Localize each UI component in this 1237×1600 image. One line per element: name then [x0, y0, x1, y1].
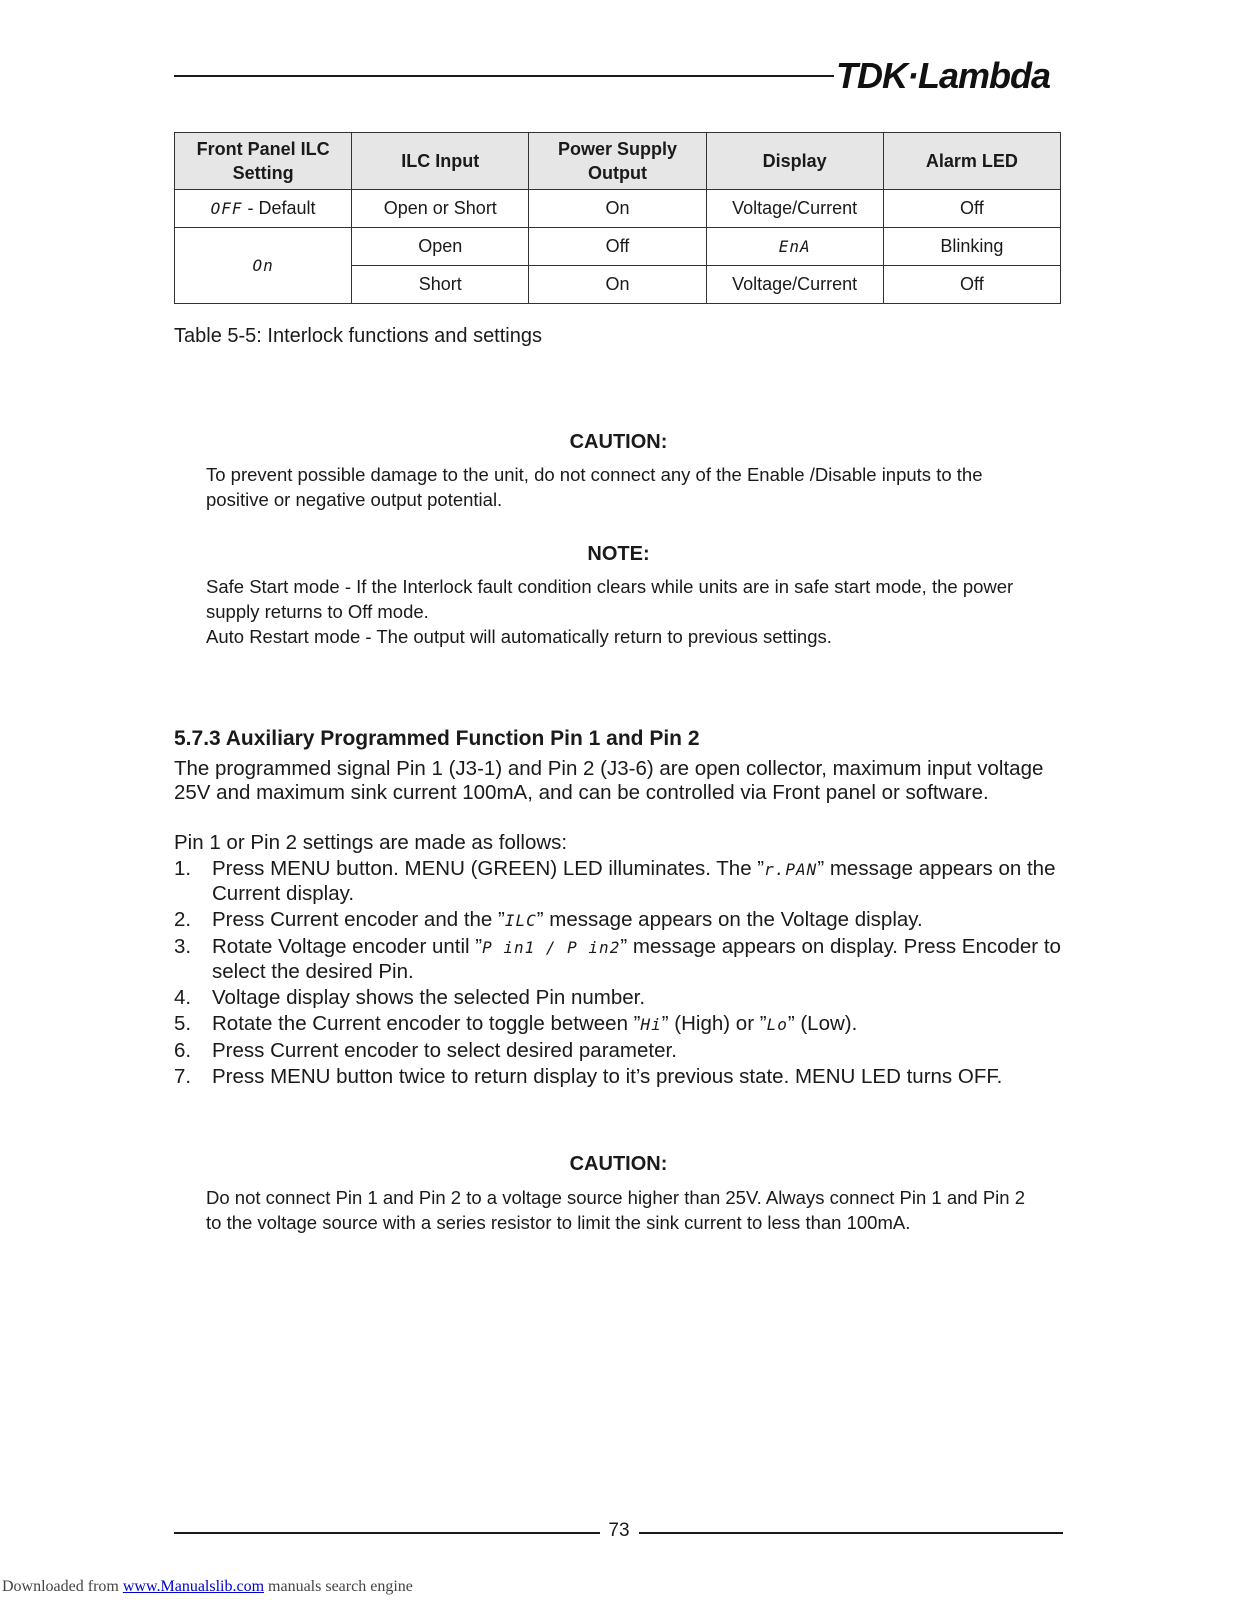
- table-row: [175, 228, 1061, 266]
- caution-body: [206, 1185, 1066, 1235]
- step-number: 7.: [174, 1065, 192, 1088]
- segment-code: Lo: [766, 1015, 788, 1034]
- table-cell: [175, 228, 352, 304]
- section-title: 5.7.3 Auxiliary Programmed Function Pin 1 and Pin 2: [174, 727, 700, 750]
- column-header: ILC Input: [352, 133, 529, 190]
- step-number: 4.: [174, 986, 192, 1009]
- page-number: 73: [608, 1520, 630, 1541]
- footer-rule: [174, 1532, 600, 1534]
- step-text: Press MENU button. MENU (GREEN) LED illuminates. The ”: [212, 857, 765, 880]
- note-line: Auto Restart mode - The output will automatically return to previous settings.: [206, 626, 832, 647]
- caution-heading: CAUTION:: [569, 431, 668, 453]
- note-heading: NOTE:: [587, 543, 650, 565]
- download-notice: [2, 1578, 413, 1596]
- step-text: Press Current encoder and the ”: [212, 908, 505, 931]
- column-header: Front Panel ILC Setting: [175, 133, 352, 190]
- list-item: [174, 857, 1074, 906]
- table-cell: Off: [883, 190, 1060, 228]
- step-number: 2.: [174, 908, 192, 931]
- list-item: [174, 1039, 1074, 1063]
- step-text: ” message appears on the Voltage display.: [536, 908, 923, 931]
- segment-code: On: [252, 256, 274, 275]
- column-header: Display: [706, 133, 883, 190]
- caution-line: To prevent possible damage to the unit, do not connect any of the Enable /Disable inputs to the: [206, 464, 983, 485]
- step-text: Current display.: [212, 882, 355, 905]
- download-suffix: manuals search engine: [264, 1578, 413, 1595]
- caution-line: Do not connect Pin 1 and Pin 2 to a voltage source higher than 25V. Always connect Pin 1 and Pin 2: [206, 1187, 1026, 1208]
- column-header: Power Supply Output: [529, 133, 706, 190]
- step-number: 5.: [174, 1012, 192, 1035]
- step-text: Press MENU button twice to return display to it’s previous state. MENU LED turns OFF.: [212, 1065, 1003, 1088]
- step-text: ” (High) or ”: [661, 1012, 767, 1035]
- step-text: Press Current encoder to select desired parameter.: [212, 1039, 677, 1062]
- list-item: [174, 986, 1074, 1010]
- caution-line: positive or negative output potential.: [206, 489, 503, 510]
- table-cell: On: [529, 266, 706, 304]
- table-cell: On: [529, 190, 706, 228]
- table-cell: Open: [352, 228, 529, 266]
- segment-code: ILC: [504, 911, 537, 930]
- step-text: Voltage display shows the selected Pin number.: [212, 986, 646, 1009]
- segment-code: P in1 / P in2: [482, 938, 621, 957]
- table-cell: Open or Short: [352, 190, 529, 228]
- list-item: [174, 1065, 1074, 1089]
- table-cell: [175, 190, 352, 228]
- segment-code: EnA: [778, 237, 811, 256]
- table-cell: Voltage/Current: [706, 190, 883, 228]
- footer-rule: [639, 1532, 1063, 1534]
- caution-line: to the voltage source with a series resistor to limit the sink current to less than 100mA.: [206, 1212, 911, 1233]
- segment-code: Hi: [640, 1015, 662, 1034]
- paragraph-line: The programmed signal Pin 1 (J3-1) and Pin 2 (J3-6) are open collector, maximum input voltage: [174, 757, 1044, 780]
- table-cell: Blinking: [883, 228, 1060, 266]
- steps-intro: Pin 1 or Pin 2 settings are made as follows:: [174, 831, 568, 854]
- paragraph-line: 25V and maximum sink current 100mA, and can be controlled via Front panel or software.: [174, 781, 989, 804]
- caution-heading: CAUTION:: [569, 1153, 668, 1175]
- table-cell: Off: [529, 228, 706, 266]
- step-text: ” message appears on display. Press Encoder to: [620, 935, 1061, 958]
- list-item: [174, 1012, 1074, 1037]
- table-cell: [706, 228, 883, 266]
- column-header: Alarm LED: [883, 133, 1060, 190]
- step-number: 3.: [174, 935, 192, 958]
- brand-logo: TDK·Lambda: [836, 55, 1050, 96]
- table-cell: Short: [352, 266, 529, 304]
- step-number: 1.: [174, 857, 192, 880]
- cell-text: - Default: [242, 198, 316, 218]
- table-row: [175, 190, 1061, 228]
- section-paragraph: [174, 757, 1074, 805]
- segment-code: OFF: [210, 199, 243, 218]
- step-text: ” (Low).: [787, 1012, 858, 1035]
- table-caption: Table 5-5: Interlock functions and settings: [174, 325, 542, 347]
- step-text: select the desired Pin.: [212, 960, 414, 983]
- steps-list: [174, 857, 1074, 1091]
- download-prefix: Downloaded from: [2, 1578, 123, 1595]
- step-text: ” message appears on the: [817, 857, 1056, 880]
- list-item: [174, 935, 1074, 984]
- table-cell: Voltage/Current: [706, 266, 883, 304]
- note-line: supply returns to Off mode.: [206, 601, 429, 622]
- note-line: Safe Start mode - If the Interlock fault condition clears while units are in safe start mode, the power: [206, 576, 1014, 597]
- caution-body: [206, 462, 1066, 512]
- step-text: Rotate the Current encoder to toggle between ”: [212, 1012, 641, 1035]
- table-header-row: [175, 133, 1061, 190]
- note-body: [206, 574, 1066, 649]
- table-cell: Off: [883, 266, 1060, 304]
- interlock-table: [174, 132, 1061, 304]
- header-rule: [174, 75, 834, 77]
- manualslib-link[interactable]: www.Manualslib.com: [122, 1578, 265, 1595]
- step-text: Rotate Voltage encoder until ”: [212, 935, 483, 958]
- step-number: 6.: [174, 1039, 192, 1062]
- list-item: [174, 908, 1074, 933]
- segment-code: r.PAN: [764, 860, 818, 879]
